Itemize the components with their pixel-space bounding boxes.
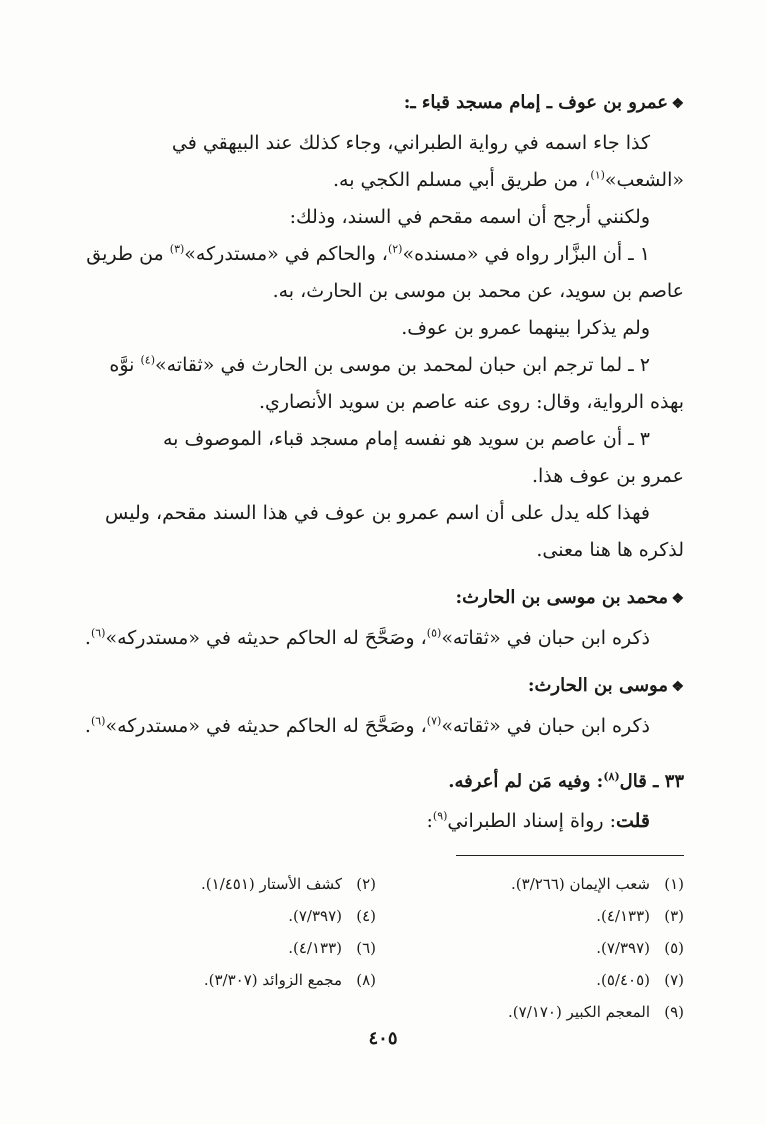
footnote: (٥)(٧/٣٩٧).	[596, 939, 684, 957]
hadith-heading-33: ٣٣ ـ قال$^{(٨)}$: وفيه مَن لم أعرفه.	[448, 770, 684, 792]
paragraph: ولكنني أرجح أن اسمه مقحم في السند، وذلك:	[289, 206, 650, 228]
footnote: (٦)(٤/١٣٣).	[288, 939, 376, 957]
footnotes	[68, 868, 684, 1028]
paragraph: عمرو بن عوف هذا.	[531, 465, 684, 487]
section-heading-muhammad: ❖محمد بن موسى بن الحارث:	[72, 583, 684, 614]
paragraph: عاصم بن سويد، عن محمد بن موسى بن الحارث، به.	[272, 280, 684, 302]
paragraph: «الشعب»$^{(١)}$، من طريق أبي مسلم الكجي به.	[333, 168, 684, 191]
paragraph: ٢ ـ لما ترجم ابن حبان لمحمد بن موسى بن الحارث في «ثقاته»$^{(٤)}$ نوَّه	[109, 353, 650, 376]
footnote-ref: (١)	[590, 168, 605, 182]
diamond-bullet-icon: ❖	[671, 591, 684, 607]
section-heading-amr: ❖عمرو بن عوف ـ إمام مسجد قباء ـ:	[72, 88, 684, 119]
footnote-separator	[456, 855, 684, 856]
footnote: (٣)(٤/١٣٣).	[596, 907, 684, 925]
paragraph: ذكره ابن حبان في «ثقاته»$^{(٥)}$، وصَحَّحَ له الحاكم حديثه في «مستدركه»$^{(٦)}$.	[84, 626, 650, 649]
paragraph: كذا جاء اسمه في رواية الطبراني، وجاء كذلك عند البيهقي في	[171, 132, 650, 154]
diamond-bullet-icon: ❖	[671, 679, 684, 695]
section-heading-musa: ❖موسى بن الحارث:	[72, 671, 684, 702]
footnote: (١)شعب الإيمان (٣/٢٦٦).	[511, 875, 684, 893]
paragraph: فهذا كله يدل على أن اسم عمرو بن عوف في هذا السند مقحم، وليس	[105, 502, 650, 524]
footnote-ref: (٨)	[603, 770, 620, 783]
paragraph: ولم يذكرا بينهما عمرو بن عوف.	[401, 317, 650, 339]
footnote-ref: (٦)	[90, 714, 106, 728]
footnote-ref: (٣)	[169, 242, 185, 256]
paragraph: ١ ـ أن البزَّار رواه في «مسنده»$^{(٢)}$، والحاكم في «مستدركه»$^{(٣)}$ من طريق	[86, 242, 650, 265]
paragraph: قلت: رواة إسناد الطبراني$^{(٩)}$:	[426, 809, 650, 832]
footnote: (٩)المعجم الكبير (٧/١٧٠).	[508, 1003, 684, 1021]
footnote-ref: (٥)	[426, 626, 442, 640]
footnote: (٨)مجمع الزوائد (٣/٣٠٧).	[203, 971, 376, 989]
paragraph: ٣ ـ أن عاصم بن سويد هو نفسه إمام مسجد قباء، الموصوف به	[162, 428, 650, 450]
footnote: (٧)(٥/٤٠٥).	[596, 971, 684, 989]
footnote-ref: (٢)	[387, 242, 403, 256]
footnote-ref: (٦)	[90, 626, 106, 640]
footnote-ref: (٩)	[432, 809, 448, 823]
paragraph: لذكره ها هنا معنى.	[536, 539, 684, 561]
page-body	[72, 88, 684, 840]
diamond-bullet-icon: ❖	[671, 96, 684, 112]
footnote: (٢)كشف الأستار (١/٤٥١).	[201, 875, 376, 893]
footnote-ref: (٧)	[426, 714, 442, 728]
footnote: (٤)(٧/٣٩٧).	[288, 907, 376, 925]
paragraph: ذكره ابن حبان في «ثقاته»$^{(٧)}$، وصَحَّحَ له الحاكم حديثه في «مستدركه»$^{(٦)}$.	[84, 714, 650, 737]
footnote-ref: (٤)	[140, 353, 155, 367]
page-number: ٤٠٥	[368, 1028, 398, 1049]
paragraph: بهذه الرواية، وقال: روى عنه عاصم بن سويد الأنصاري.	[258, 391, 684, 413]
